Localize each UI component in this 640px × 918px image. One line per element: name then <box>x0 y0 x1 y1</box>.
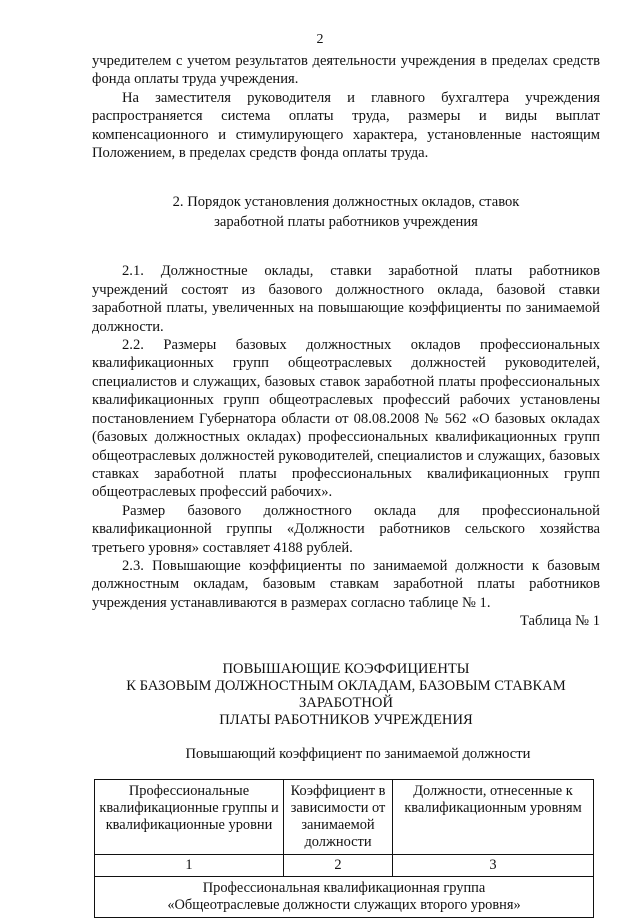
document-body <box>92 52 600 918</box>
paragraph-2-1: 2.1. Должностные оклады, ставки заработной платы работников учреждений состоят из базового должностного оклада, базовой ставки заработной платы, увеличенных на повышающие коэффициенты по занимаемой должности. <box>92 263 600 335</box>
group-row-line1: Профессиональная квалификационная группа <box>202 879 486 896</box>
table-subtitle: Повышающий коэффициент по занимаемой должности <box>185 745 531 762</box>
paragraph-base-salary: Размер базового должностного оклада для профессиональной квалификационной группы «Должности работников сельского хозяйства третьего уровня» составляет 4188 рублей. <box>92 502 600 556</box>
section-2-heading-line2: заработной платы работников учреждения <box>214 214 478 231</box>
header-coefficient: Коэффициент в зависимости от занимаемой должности <box>284 779 393 854</box>
table-title-line3: ПЛАТЫ РАБОТНИКОВ УЧРЕЖДЕНИЯ <box>219 711 473 728</box>
table-header-row <box>95 779 594 854</box>
table-caption: Таблица № 1 <box>520 613 600 630</box>
column-number-3: 3 <box>393 854 594 876</box>
section-2-heading-line1: 2. Порядок установления должностных окладов, ставок <box>172 194 520 211</box>
section-2-heading <box>92 192 600 232</box>
paragraph-2-3: 2.3. Повышающие коэффициенты по занимаемой должности к базовым должностным окладам, базовым ставкам заработной платы работников учреждения устанавливаются в размерах согласно таблице № 1. <box>92 557 600 611</box>
group-row-line2: «Общеотраслевые должности служащих второго уровня» <box>167 896 521 913</box>
group-row <box>95 876 594 917</box>
header-positions: Должности, отнесенные к квалификационным уровням <box>393 779 594 854</box>
header-qualification-groups: Профессиональные квалификационные группы и квалификационные уровни <box>95 779 284 854</box>
table-title-line2: К БАЗОВЫМ ДОЛЖНОСТНЫМ ОКЛАДАМ, БАЗОВЫМ СТАВКАМ ЗАРАБОТНОЙ <box>126 677 566 711</box>
column-number-1: 1 <box>95 854 284 876</box>
table-row <box>95 854 594 876</box>
column-number-2: 2 <box>284 854 393 876</box>
table-title <box>92 661 600 729</box>
page-number: 2 <box>316 32 324 47</box>
coefficients-table <box>94 779 594 918</box>
paragraph-2-2: 2.2. Размеры базовых должностных окладов профессиональных квалификационных групп общеотраслевых должностей руководителей, специалистов и служащих, базовых ставок заработной платы профессиональных квалификационных групп общеотраслевых профессий рабочих установлены постановлением Губернатора области от 08.08.2008 № 562 «О базовых окладах (базовых должностных окладах) профессиональных квалификационных групп общеотраслевых должностей руководителей, специалистов и служащих, базовых ставках заработной платы профессиональных квалификационных групп общеотраслевых профессий рабочих». <box>92 337 600 501</box>
table-title-line1: ПОВЫШАЮЩИЕ КОЭФФИЦИЕНТЫ <box>222 660 470 677</box>
table-row <box>95 876 594 917</box>
paragraph-deputy-pay: На заместителя руководителя и главного бухгалтера учреждения распространяется система оплаты труда, размеры и виды выплат компенсационного и стимулирующего характера, установленные настоящим Положением, в пределах средств фонда оплаты труда. <box>92 89 600 162</box>
paragraph-intro-continuation: учредителем с учетом результатов деятельности учреждения в пределах средств фонда оплаты труда учреждения. <box>92 53 600 88</box>
